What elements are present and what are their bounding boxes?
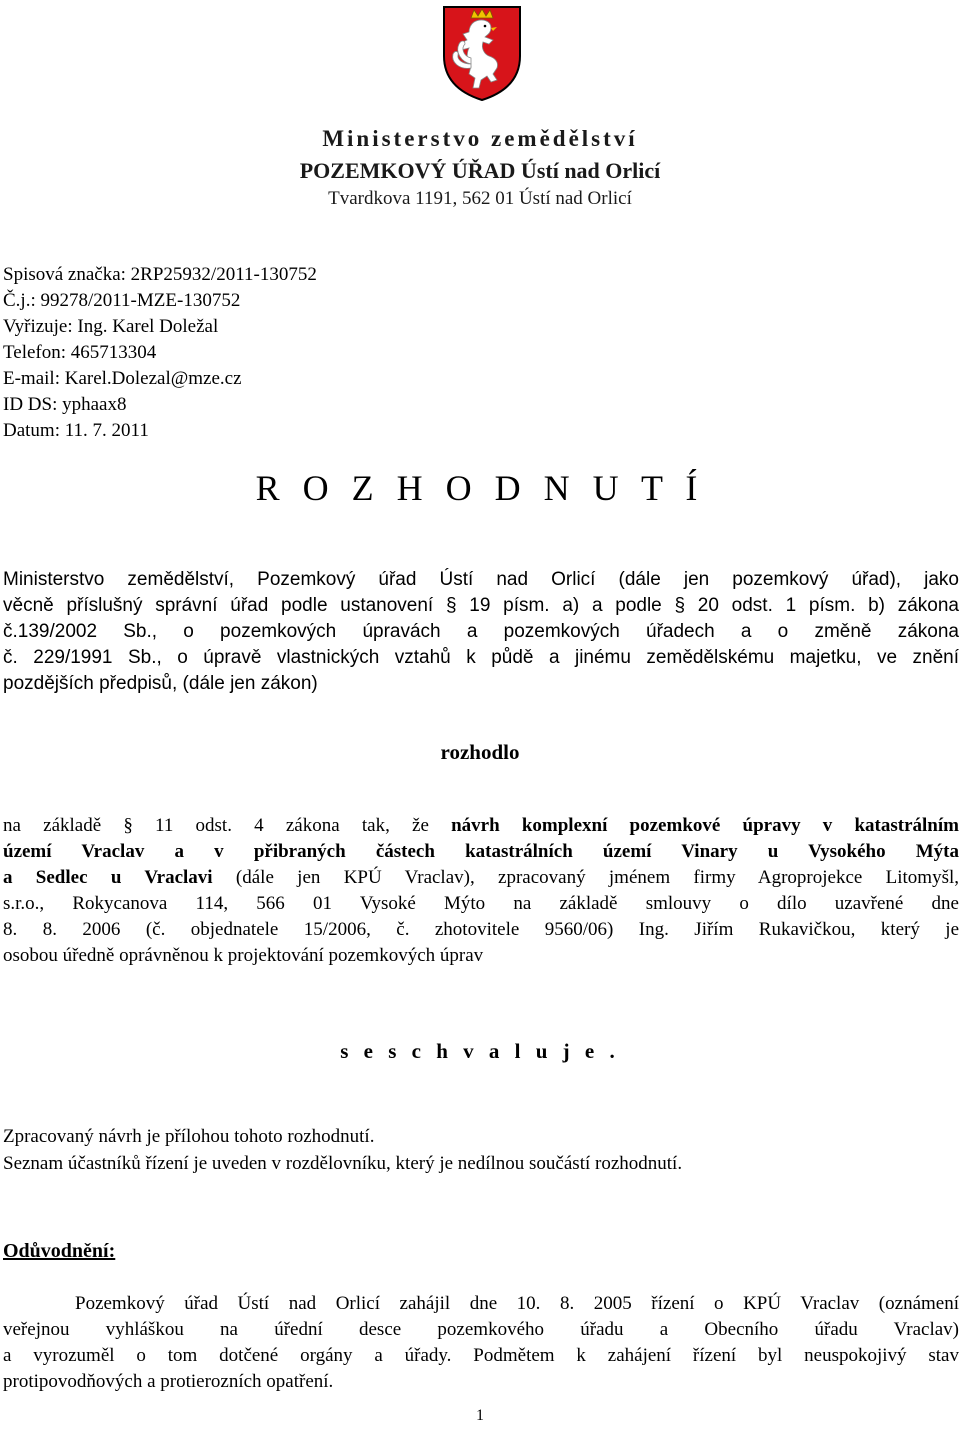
decision-word: rozhodlo [440, 740, 520, 764]
intro-line: pozdějších předpisů, (dále jen zákon) [3, 673, 318, 694]
intro-line: věcně příslušný správní úřad podle ustanovení § 19 písm. a) a podle § 20 odst. 1 písm. b) zákona [3, 595, 959, 616]
decision-text: (dále jen KPÚ Vraclav), zpracovaný jménem firmy Agroprojekce Litomyšl, [212, 867, 959, 888]
decision-line: 8. 8. 2006 (č. objednatele 15/2006, č. zhotovitele 9560/06) Ing. Jiřím Rukavičkou, který je [3, 919, 959, 940]
decision-line: osobou úředně oprávněnou k projektování pozemkových úprav [3, 945, 484, 966]
attachment-note: Zpracovaný návrh je přílohou tohoto rozhodnutí. [3, 1126, 375, 1147]
decision-paragraph [3, 813, 959, 969]
decision-line: s.r.o., Rokycanova 114, 566 01 Vysoké Mýto na základě smlouvy o dílo uzavřené dne [3, 893, 959, 914]
file-mark: Spisová značka: 2RP25932/2011-130752 [3, 264, 317, 285]
intro-line: č.139/2002 Sb., o pozemkových úpravách a pozemkových úřadech a o změně zákona [3, 621, 959, 642]
document-date: Datum: 11. 7. 2011 [3, 420, 149, 441]
intro-line: Ministerstvo zemědělství, Pozemkový úřad Ústí nad Orlicí (dále jen pozemkový úřad), jako [3, 569, 959, 590]
approval-statement: s e s c h v a l u j e . [340, 1039, 620, 1063]
reasoning-line: veřejnou vyhláškou na úřední desce pozemkového úřadu a Obecního úřadu Vraclav) [3, 1319, 959, 1340]
office-address: Tvardkova 1191, 562 01 Ústí nad Orlicí [328, 188, 632, 209]
reasoning-paragraph [3, 1291, 959, 1395]
handled-by: Vyřizuje: Ing. Karel Doležal [3, 316, 219, 337]
decision-subject: návrh komplexní pozemkové úpravy v katastrálním [451, 815, 959, 836]
reasoning-line: protipovodňových a protierozních opatření. [3, 1371, 334, 1392]
email: E-mail: Karel.Dolezal@mze.cz [3, 368, 242, 389]
data-box-id: ID DS: yphaax8 [3, 394, 127, 415]
reference-number: Č.j.: 99278/2011-MZE-130752 [3, 290, 241, 311]
decision-text: na základě § 11 odst. 4 zákona tak, že [3, 815, 452, 836]
participants-note: Seznam účastníků řízení je uveden v rozdělovníku, který je nedílnou součástí rozhodnutí. [3, 1153, 683, 1174]
phone: Telefon: 465713304 [3, 342, 157, 363]
document-title: R O Z H O D N U T Í [255, 468, 705, 508]
czech-coat-of-arms-icon [441, 4, 523, 102]
page-number: 1 [476, 1407, 484, 1424]
reasoning-heading: Odůvodnění: [3, 1240, 116, 1262]
decision-line: území Vraclav a v přibraných částech katastrálních území Vinary u Vysokého Mýta [3, 841, 959, 862]
decision-subject: a Sedlec u Vraclavi [3, 867, 213, 888]
decision-line [3, 865, 959, 891]
decision-line [3, 813, 959, 839]
intro-paragraph [3, 567, 959, 697]
reasoning-line: a vyrozuměl o tom dotčené orgány a úřady. Podmětem k zahájení řízení byl neuspokojivý stav [3, 1345, 959, 1366]
ministry-name: Ministerstvo zemědělství [322, 126, 638, 151]
intro-line: č. 229/1991 Sb., o úpravě vlastnických vztahů k půdě a jinému zemědělskému majetku, ve znění [3, 647, 959, 668]
reasoning-line: Pozemkový úřad Ústí nad Orlicí zahájil dne 10. 8. 2005 řízení o KPÚ Vraclav (oznámení [75, 1293, 959, 1314]
office-name: POZEMKOVÝ ÚŘAD Ústí nad Orlicí [299, 158, 661, 183]
